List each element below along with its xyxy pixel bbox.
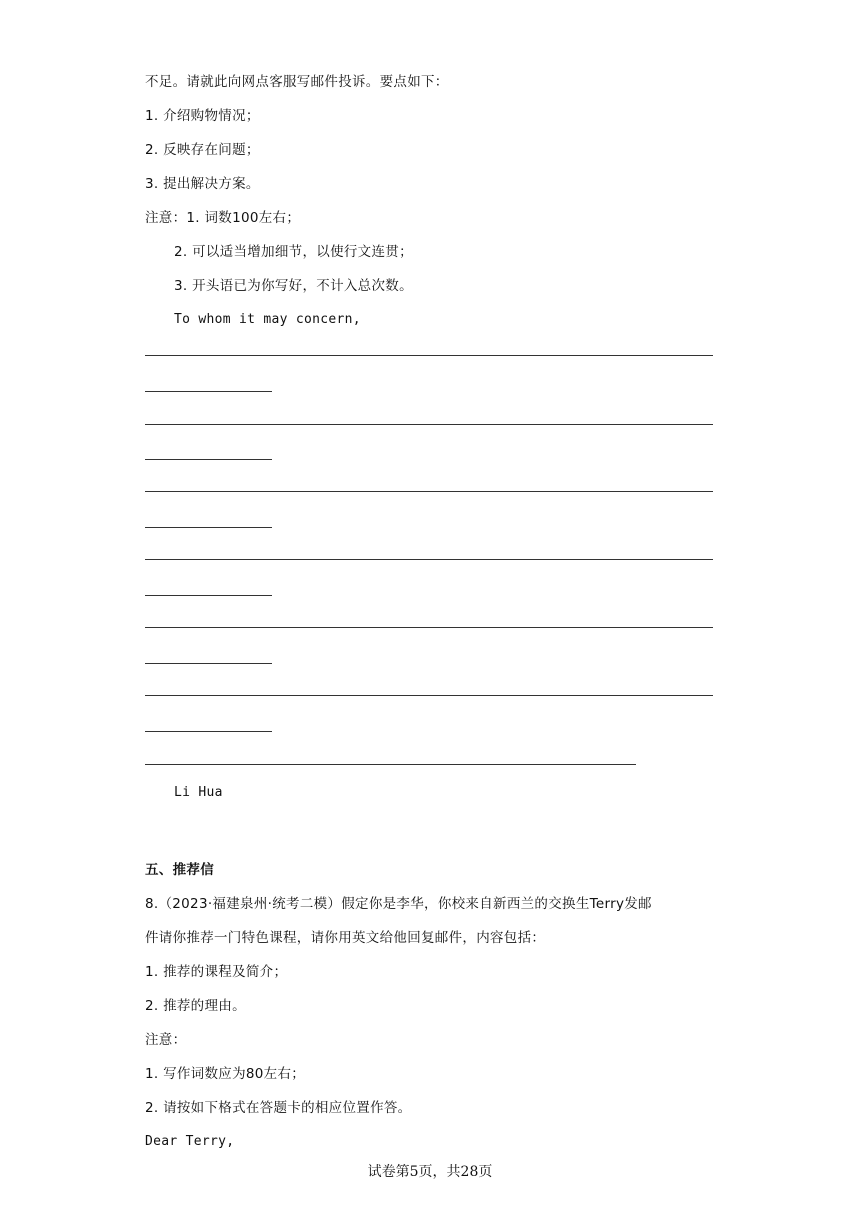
answer-line-short (145, 731, 272, 732)
requirement-point-2: 2. 反映存在问题； (145, 142, 260, 158)
section-title: 五、推荐信 (145, 862, 214, 878)
question-8-line-1: 8.（2023·福建泉州·统考二模）假定你是李华，你校来自新西兰的交换生Terry发邮 (145, 896, 652, 912)
note-item-1: 1. 写作词数应为80左右； (145, 1066, 306, 1082)
prompt-text-tail: 不足。请就此向网点客服写邮件投诉。要点如下： (145, 74, 449, 90)
letter-salutation-2: Dear Terry, (145, 1134, 235, 1149)
answer-line-short (145, 391, 272, 392)
note-line-3: 3. 开头语已为你写好，不计入总次数。 (174, 278, 413, 294)
question-8-line-2: 件请你推荐一门特色课程，请你用英文给他回复邮件，内容包括： (145, 930, 546, 946)
answer-line-short (145, 595, 272, 596)
content-point-1: 1. 推荐的课程及简介； (145, 964, 288, 980)
answer-line (145, 424, 713, 425)
note-item-2: 2. 请按如下格式在答题卡的相应位置作答。 (145, 1100, 412, 1116)
note-line-1: 注意：1. 词数100左右； (145, 210, 301, 226)
note-label: 注意： (145, 1032, 187, 1048)
requirement-point-3: 3. 提出解决方案。 (145, 176, 260, 192)
answer-line-final (145, 764, 636, 765)
content-point-2: 2. 推荐的理由。 (145, 998, 246, 1014)
page-footer: 试卷第5页，共28页 (367, 1164, 493, 1180)
answer-line-short (145, 527, 272, 528)
answer-line (145, 491, 713, 492)
answer-line-short (145, 663, 272, 664)
answer-line (145, 559, 713, 560)
requirement-point-1: 1. 介绍购物情况； (145, 108, 260, 124)
answer-line (145, 355, 713, 356)
answer-line (145, 695, 713, 696)
answer-line-short (145, 459, 272, 460)
letter-signature: Li Hua (174, 785, 223, 800)
answer-line (145, 627, 713, 628)
letter-salutation: To whom it may concern, (174, 312, 361, 327)
note-line-2: 2. 可以适当增加细节，以使行文连贯； (174, 244, 413, 260)
